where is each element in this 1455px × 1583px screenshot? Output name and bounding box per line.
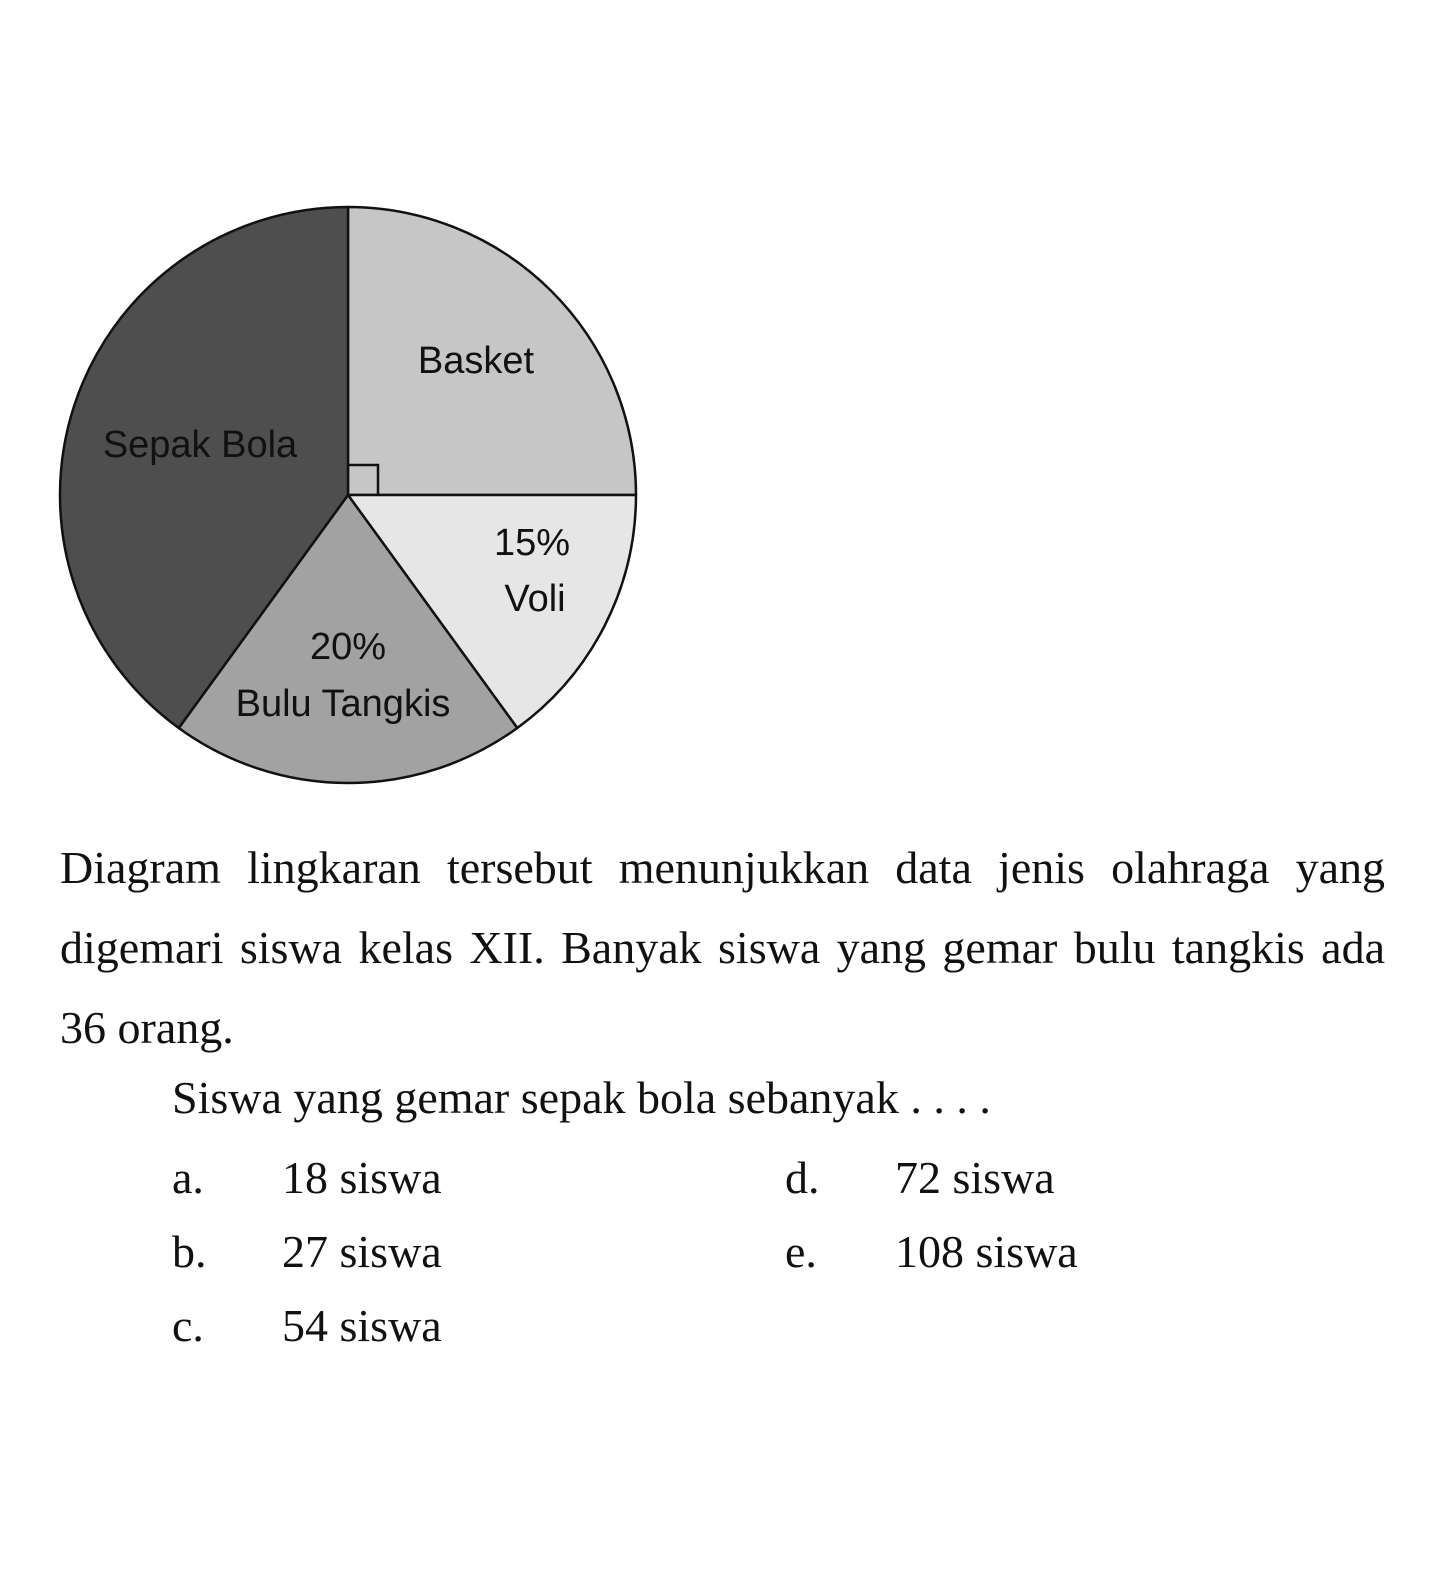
option-d[interactable] bbox=[785, 1148, 1055, 1208]
option-text: 27 siswa bbox=[282, 1226, 442, 1277]
option-letter: d. bbox=[785, 1152, 820, 1203]
slice-label-voli: Voli bbox=[504, 578, 566, 620]
slice-label-sepak-bola: Sepak Bola bbox=[102, 424, 298, 466]
option-letter: b. bbox=[172, 1226, 207, 1277]
option-b[interactable] bbox=[172, 1222, 442, 1282]
option-c[interactable] bbox=[172, 1296, 442, 1356]
slice-value-bulu-tangkis: 20% bbox=[309, 626, 387, 668]
slice-label-bulu-tangkis: Bulu Tangkis bbox=[235, 683, 451, 725]
slice-value-voli: 15% bbox=[493, 522, 571, 564]
option-text: 54 siswa bbox=[282, 1300, 442, 1351]
slice-label-basket: Basket bbox=[417, 340, 535, 382]
option-e[interactable] bbox=[785, 1222, 1078, 1282]
option-letter: a. bbox=[172, 1152, 204, 1203]
option-text: 18 siswa bbox=[282, 1152, 442, 1203]
option-a[interactable] bbox=[172, 1148, 442, 1208]
option-letter: c. bbox=[172, 1300, 204, 1351]
option-text: 108 siswa bbox=[895, 1226, 1078, 1277]
problem-paragraph: Diagram lingkaran tersebut menunjukkan data jenis olahraga yang digemari siswa kelas XII. Banyak siswa yang gemar bulu tangkis ada 36 orang. bbox=[60, 842, 1385, 1053]
option-letter: e. bbox=[785, 1226, 817, 1277]
question-text: Siswa yang gemar sepak bola sebanyak . . . . bbox=[172, 1072, 991, 1123]
option-text: 72 siswa bbox=[895, 1152, 1055, 1203]
